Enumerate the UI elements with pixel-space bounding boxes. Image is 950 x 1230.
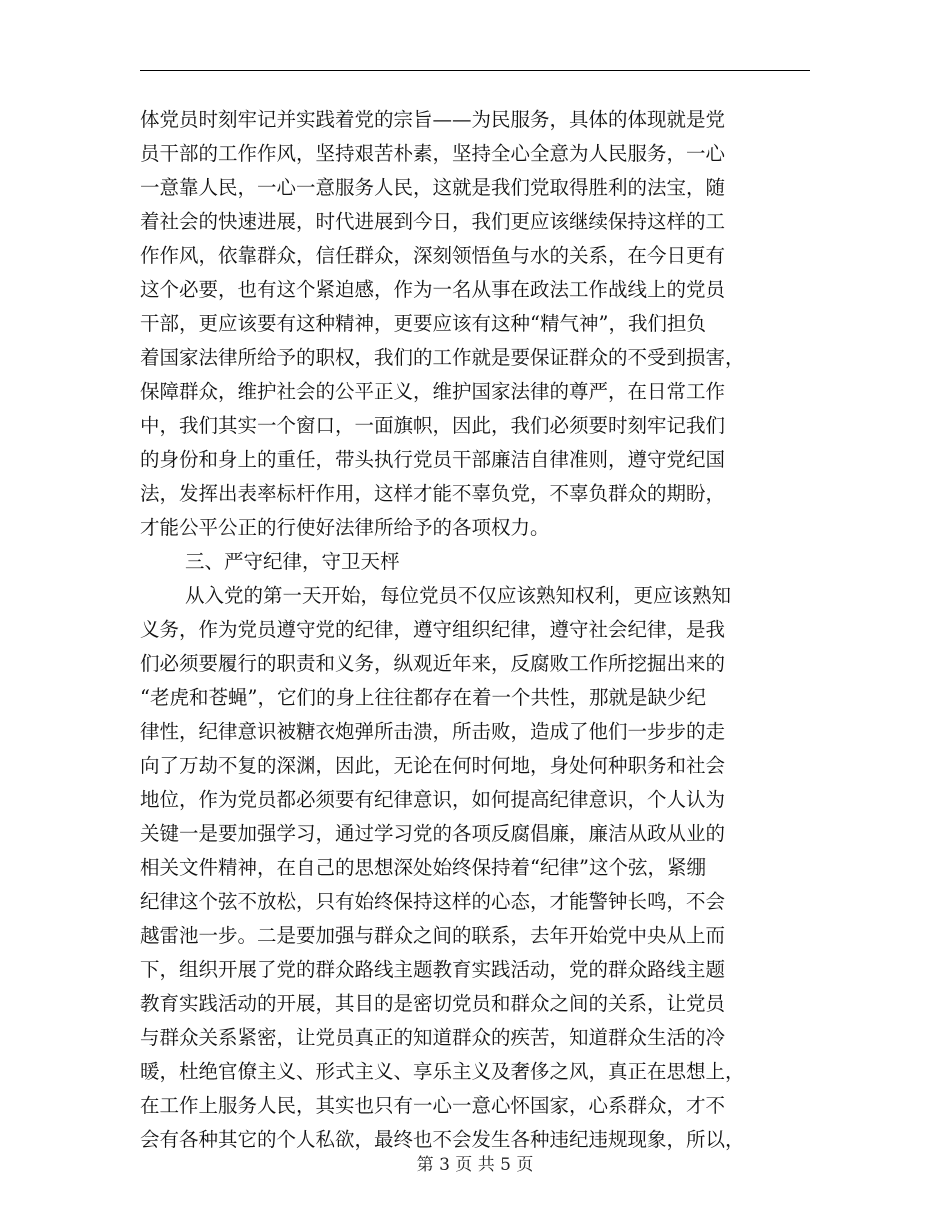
text-line: 员干部的工作作风，坚持艰苦朴素，坚持全心全意为人民服务，一心 (140, 142, 726, 165)
text-line: 的身份和身上的重任，带头执行党员干部廉洁自律准则，遵守党纪国 (140, 448, 726, 471)
text-line: 中，我们其实一个窗口，一面旗帜，因此，我们必须要时刻牢记我们 (140, 414, 726, 437)
text-line: 作作风，依靠群众，信任群众，深刻领悟鱼与水的关系，在今日更有 (140, 244, 726, 267)
text-line: 这个必要，也有这个紧迫感，作为一名从事在政法工作战线上的党员 (140, 278, 726, 301)
text-line: 教育实践活动的开展，其目的是密切党员和群众之间的关系，让党员 (140, 992, 726, 1015)
text-line: 干部，更应该要有这种精神，更要应该有这种“精气神”，我们担负 (140, 312, 706, 335)
text-line: 体党员时刻牢记并实践着党的宗旨——为民服务，具体的体现就是党 (140, 108, 726, 131)
page-footer: 第 3 页 共 5 页 (416, 1155, 534, 1175)
text-line: 才能公平公正的行使好法律所给予的各项权力。 (140, 516, 550, 539)
body-text (140, 103, 820, 1157)
text-line: 义务，作为党员遵守党的纪律，遵守组织纪律，遵守社会纪律，是我 (140, 618, 726, 641)
text-line: 们必须要履行的职责和义务，纵观近年来，反腐败工作所挖掘出来的 (140, 652, 726, 675)
text-line: 暖，杜绝官僚主义、形式主义、享乐主义及奢侈之风，真正在思想上， (140, 1060, 745, 1083)
text-line: 保障群众，维护社会的公平正义，维护国家法律的尊严，在日常工作 (140, 380, 726, 403)
text-line: 相关文件精神，在自己的思想深处始终保持着“纪律”这个弦，紧绷 (140, 856, 706, 879)
text-line: 地位，作为党员都必须要有纪律意识，如何提高纪律意识，个人认为 (140, 788, 726, 811)
text-line: 从入党的第一天开始，每位党员不仅应该熟知权利，更应该熟知 (185, 584, 732, 607)
text-line: 越雷池一步。二是要加强与群众之间的联系，去年开始党中央从上而 (140, 924, 726, 947)
text-line: 与群众关系紧密，让党员真正的知道群众的疾苦，知道群众生活的冷 (140, 1026, 726, 1049)
text-line: 三、严守纪律，守卫天枰 (185, 550, 400, 573)
text-line: 在工作上服务人民，其实也只有一心一意心怀国家，心系群众，才不 (140, 1094, 726, 1117)
text-line: 一意靠人民，一心一意服务人民，这就是我们党取得胜利的法宝，随 (140, 176, 726, 199)
text-line: 律性，纪律意识被糖衣炮弹所击溃，所击败，造成了他们一步步的走 (140, 720, 726, 743)
text-line: 会有各种其它的个人私欲，最终也不会发生各种违纪违规现象，所以， (140, 1128, 745, 1151)
text-line: 着国家法律所给予的职权，我们的工作就是要保证群众的不受到损害， (140, 346, 745, 369)
text-line: 下，组织开展了党的群众路线主题教育实践活动，党的群众路线主题 (140, 958, 726, 981)
text-line: 纪律这个弦不放松，只有始终保持这样的心态，才能警钟长鸣，不会 (140, 890, 726, 913)
header-rule (140, 70, 810, 71)
text-line: “老虎和苍蝇”，它们的身上往往都存在着一个共性，那就是缺少纪 (140, 686, 706, 709)
text-line: 法，发挥出表率标杆作用，这样才能不辜负党，不辜负群众的期盼， (140, 482, 726, 505)
text-line: 关键一是要加强学习，通过学习党的各项反腐倡廉，廉洁从政从业的 (140, 822, 726, 845)
text-line: 着社会的快速进展，时代进展到今日，我们更应该继续保持这样的工 (140, 210, 726, 233)
text-line: 向了万劫不复的深渊，因此，无论在何时何地，身处何种职务和社会 (140, 754, 726, 777)
